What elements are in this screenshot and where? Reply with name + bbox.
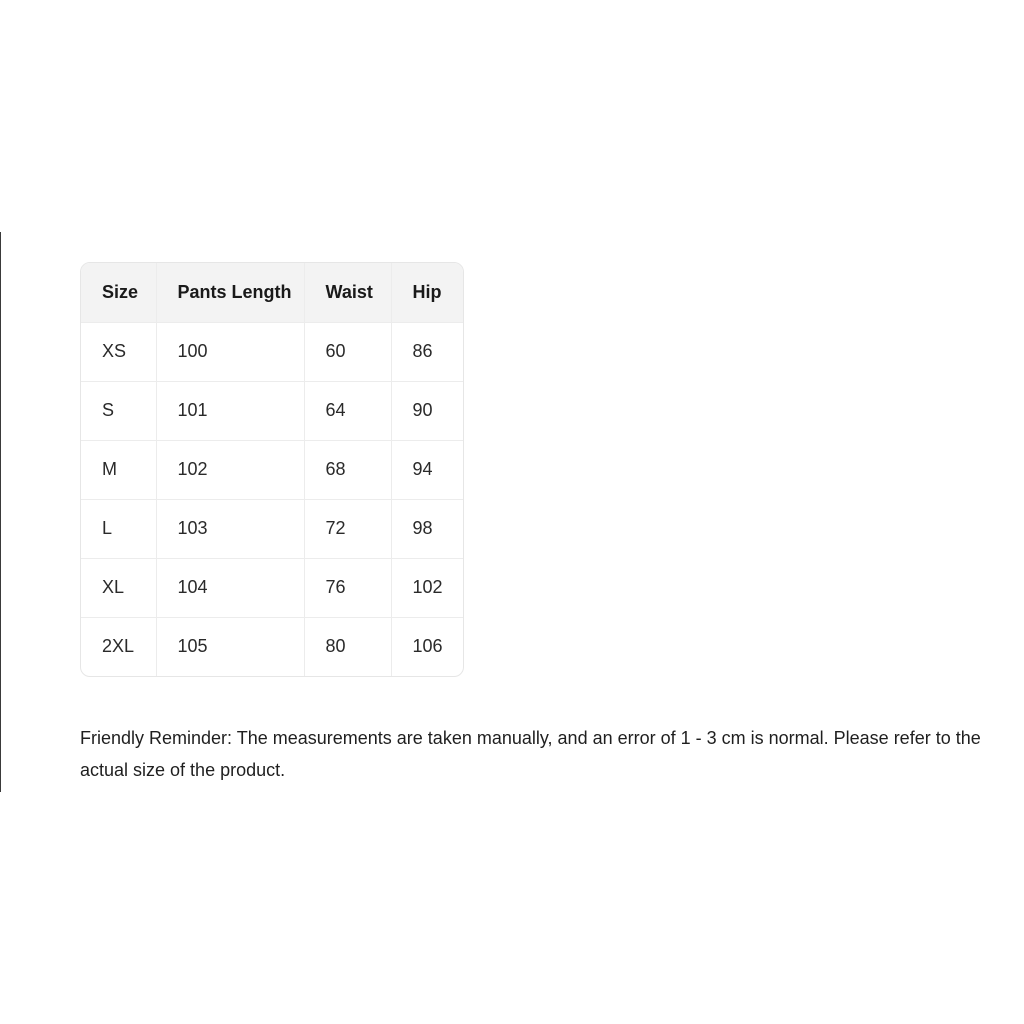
cell-hip: 98 xyxy=(391,499,463,558)
table-row xyxy=(81,381,463,440)
size-chart xyxy=(80,262,464,677)
table-row xyxy=(81,440,463,499)
cell-waist: 68 xyxy=(304,440,391,499)
cell-waist: 80 xyxy=(304,617,391,676)
cell-hip: 90 xyxy=(391,381,463,440)
header-hip: Hip xyxy=(391,263,463,322)
cell-waist: 60 xyxy=(304,322,391,381)
cell-hip: 86 xyxy=(391,322,463,381)
cell-pants-length: 100 xyxy=(156,322,304,381)
cell-size: 2XL xyxy=(81,617,156,676)
cell-size: XS xyxy=(81,322,156,381)
cell-size: XL xyxy=(81,558,156,617)
header-size: Size xyxy=(81,263,156,322)
cell-pants-length: 102 xyxy=(156,440,304,499)
cell-pants-length: 105 xyxy=(156,617,304,676)
cell-pants-length: 101 xyxy=(156,381,304,440)
cell-waist: 72 xyxy=(304,499,391,558)
cell-waist: 64 xyxy=(304,381,391,440)
cell-hip: 94 xyxy=(391,440,463,499)
left-divider-line xyxy=(0,232,1,792)
table-row xyxy=(81,558,463,617)
table-header-row xyxy=(81,263,463,322)
size-chart-table xyxy=(81,263,463,676)
header-waist: Waist xyxy=(304,263,391,322)
measurement-reminder: Friendly Reminder: The measurements are taken manually, and an error of 1 - 3 cm is normal. Please refer to the actual size of the product. xyxy=(80,728,981,780)
table-row xyxy=(81,617,463,676)
cell-size: M xyxy=(81,440,156,499)
table-row xyxy=(81,499,463,558)
cell-size: L xyxy=(81,499,156,558)
cell-pants-length: 103 xyxy=(156,499,304,558)
cell-waist: 76 xyxy=(304,558,391,617)
cell-hip: 106 xyxy=(412,636,443,657)
cell-hip: 102 xyxy=(391,558,463,617)
cell-pants-length: 104 xyxy=(156,558,304,617)
header-pants-length: Pants Length xyxy=(156,263,304,322)
cell-size: S xyxy=(81,381,156,440)
table-row xyxy=(81,322,463,381)
